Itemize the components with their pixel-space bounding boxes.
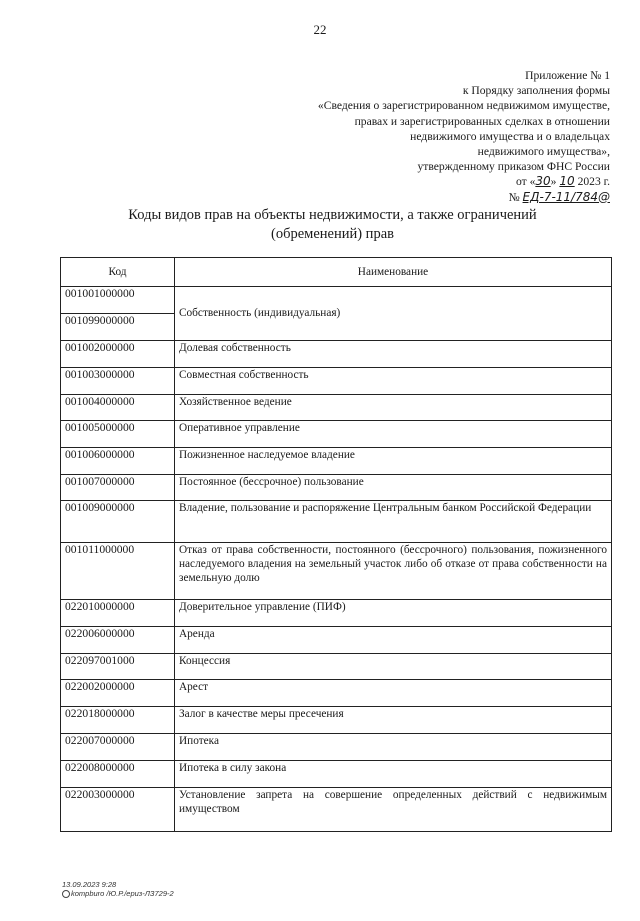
document-title: Коды видов прав на объекты недвижимости, а также ограничений (обременений) прав bbox=[128, 207, 537, 242]
column-header-code: Код bbox=[61, 258, 175, 287]
code-cell: 001006000000 bbox=[61, 448, 175, 475]
table-row bbox=[61, 788, 612, 832]
table-row bbox=[61, 341, 612, 368]
rights-codes-table bbox=[60, 257, 612, 832]
code-cell: 022006000000 bbox=[61, 627, 175, 654]
table-row bbox=[61, 600, 612, 627]
name-cell: Хозяйственное ведение bbox=[175, 395, 612, 421]
code-cell: 001003000000 bbox=[61, 368, 175, 395]
table-row bbox=[61, 761, 612, 788]
code-cell: 001001000000 bbox=[61, 287, 175, 314]
code-cell: 001011000000 bbox=[61, 543, 175, 600]
code-cell: 001009000000 bbox=[61, 501, 175, 543]
appendix-line: «Сведения о зарегистрированном недвижимом имуществе, bbox=[317, 99, 610, 113]
print-stamp-footer bbox=[62, 880, 174, 898]
code-cell: 022097001000 bbox=[61, 654, 175, 680]
table-row bbox=[61, 501, 612, 543]
name-cell: Установление запрета на совершение определенных действий с недвижимым имуществом bbox=[175, 788, 612, 832]
table-row bbox=[61, 475, 612, 501]
table-row bbox=[61, 368, 612, 395]
name-cell: Совместная собственность bbox=[175, 368, 612, 395]
order-date: от «30» 10 2023 г. bbox=[515, 174, 610, 189]
code-cell: 001007000000 bbox=[61, 475, 175, 501]
name-cell: Ипотека в силу закона bbox=[175, 761, 612, 788]
table-row bbox=[61, 654, 612, 680]
code-cell: 022008000000 bbox=[61, 761, 175, 788]
table-header-row bbox=[61, 258, 612, 287]
name-cell: Владение, пользование и распоряжение Центральным банком Российской Федерации bbox=[175, 501, 612, 543]
name-cell: Доверительное управление (ПИФ) bbox=[175, 600, 612, 627]
code-cell: 022010000000 bbox=[61, 600, 175, 627]
code-cell: 022002000000 bbox=[61, 680, 175, 707]
appendix-line: Приложение № 1 bbox=[525, 69, 610, 82]
name-cell: Арест bbox=[175, 680, 612, 707]
order-number: № ЕД-7-11/784@ bbox=[508, 189, 610, 204]
code-cell: 001005000000 bbox=[61, 421, 175, 448]
name-cell: Концессия bbox=[175, 654, 612, 680]
table-row bbox=[61, 734, 612, 761]
appendix-line: недвижимого имущества», bbox=[477, 145, 610, 159]
table-row bbox=[61, 707, 612, 734]
table-row bbox=[61, 627, 612, 654]
appendix-line: к Порядку заполнения формы bbox=[462, 84, 610, 98]
code-cell: 022007000000 bbox=[61, 734, 175, 761]
name-cell: Ипотека bbox=[175, 734, 612, 761]
column-header-name: Наименование bbox=[175, 258, 612, 287]
table-row bbox=[61, 448, 612, 475]
name-cell: Долевая собственность bbox=[175, 341, 612, 368]
table-row bbox=[61, 287, 612, 314]
appendix-line: правах и зарегистрированных сделках в отношении bbox=[354, 114, 610, 128]
handwritten-month: 10 bbox=[559, 174, 575, 189]
code-cell: 022003000000 bbox=[61, 788, 175, 832]
appendix-line: утвержденному приказом ФНС России bbox=[417, 160, 610, 174]
name-cell: Залог в качестве меры пресечения bbox=[175, 707, 612, 734]
code-cell: 001099000000 bbox=[61, 314, 175, 341]
code-cell: 022018000000 bbox=[61, 707, 175, 734]
table-row bbox=[61, 680, 612, 707]
code-cell: 001004000000 bbox=[61, 395, 175, 421]
footer-source: kompburo /Ю.Р./ериз-ЛЗ729-2 bbox=[71, 889, 174, 898]
name-cell: Постоянное (бессрочное) пользование bbox=[175, 475, 612, 501]
appendix-header bbox=[270, 68, 610, 205]
name-cell: Пожизненное наследуемое владение bbox=[175, 448, 612, 475]
table-row bbox=[61, 421, 612, 448]
handwritten-day: 30 bbox=[535, 174, 551, 189]
table-row bbox=[61, 395, 612, 421]
name-cell: Собственность (индивидуальная) bbox=[175, 287, 612, 341]
name-cell: Отказ от права собственности, постоянного (бессрочного) пользования, пожизненного наследуемого владения на земельный участок либо об отказе от права собственности на земельную долю bbox=[175, 543, 612, 600]
copyright-icon bbox=[62, 890, 70, 898]
handwritten-order-number: ЕД-7-11/784@ bbox=[522, 189, 610, 204]
appendix-line: недвижимого имущества и о владельцах bbox=[410, 129, 610, 143]
footer-timestamp: 13.09.2023 9:28 bbox=[62, 880, 117, 889]
name-cell: Аренда bbox=[175, 627, 612, 654]
code-cell: 001002000000 bbox=[61, 341, 175, 368]
page-number: 22 bbox=[313, 22, 327, 37]
name-cell: Оперативное управление bbox=[175, 421, 612, 448]
table-row bbox=[61, 543, 612, 600]
